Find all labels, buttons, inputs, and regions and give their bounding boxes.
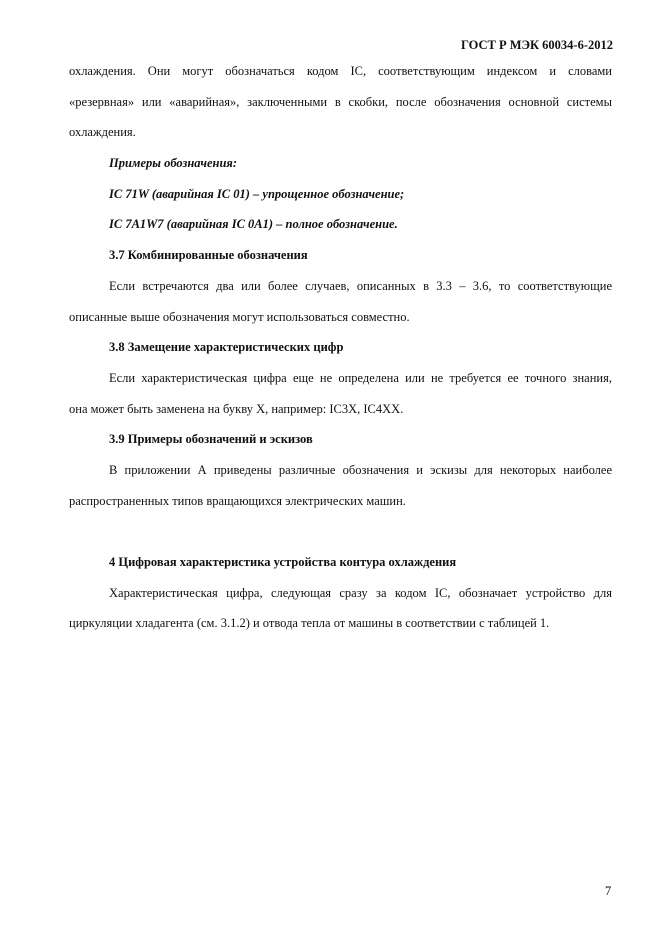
example-line: IC 7A1W7 (аварийная IC 0A1) – полное обозначение.: [109, 217, 398, 231]
body-text-line: охлаждения.: [69, 125, 136, 139]
body-text-line: циркуляции хладагента (см. 3.1.2) и отвода тепла от машины в соответствии с таблицей 1.: [69, 616, 550, 630]
section-heading: 3.7 Комбинированные обозначения: [109, 248, 308, 262]
examples-heading: Примеры обозначения:: [109, 156, 237, 170]
body-text-line: охлаждения. Они могут обозначаться кодом IC, соответствующим индексом и словами: [69, 64, 612, 78]
body-text-line: Если встречаются два или более случаев, описанных в 3.3 – 3.6, то соответствующие: [109, 279, 612, 293]
section-heading: 3.8 Замещение характеристических цифр: [109, 340, 344, 354]
section-heading: 3.9 Примеры обозначений и эскизов: [109, 432, 313, 446]
body-text-line: Характеристическая цифра, следующая сразу за кодом IC, обозначает устройство для: [109, 586, 612, 600]
body-text-line: «резервная» или «аварийная», заключенными в скобки, после обозначения основной системы: [69, 95, 612, 109]
section-heading: 4 Цифровая характеристика устройства контура охлаждения: [109, 555, 457, 569]
page-number: 7: [605, 884, 612, 898]
body-text-line: распространенных типов вращающихся электрических машин.: [69, 494, 406, 508]
example-line: IC 71W (аварийная IC 01) – упрощенное обозначение;: [109, 187, 405, 201]
body-text-line: она может быть заменена на букву X, например: IC3X, IC4XX.: [69, 402, 404, 416]
body-text-line: описанные выше обозначения могут использоваться совместно.: [69, 310, 410, 324]
document-header: ГОСТ Р МЭК 60034-6-2012: [460, 38, 613, 52]
body-text-line: Если характеристическая цифра еще не определена или не требуется ее точного знания,: [109, 371, 612, 385]
body-text-line: В приложении А приведены различные обозначения и эскизы для некоторых наиболее: [109, 463, 612, 477]
